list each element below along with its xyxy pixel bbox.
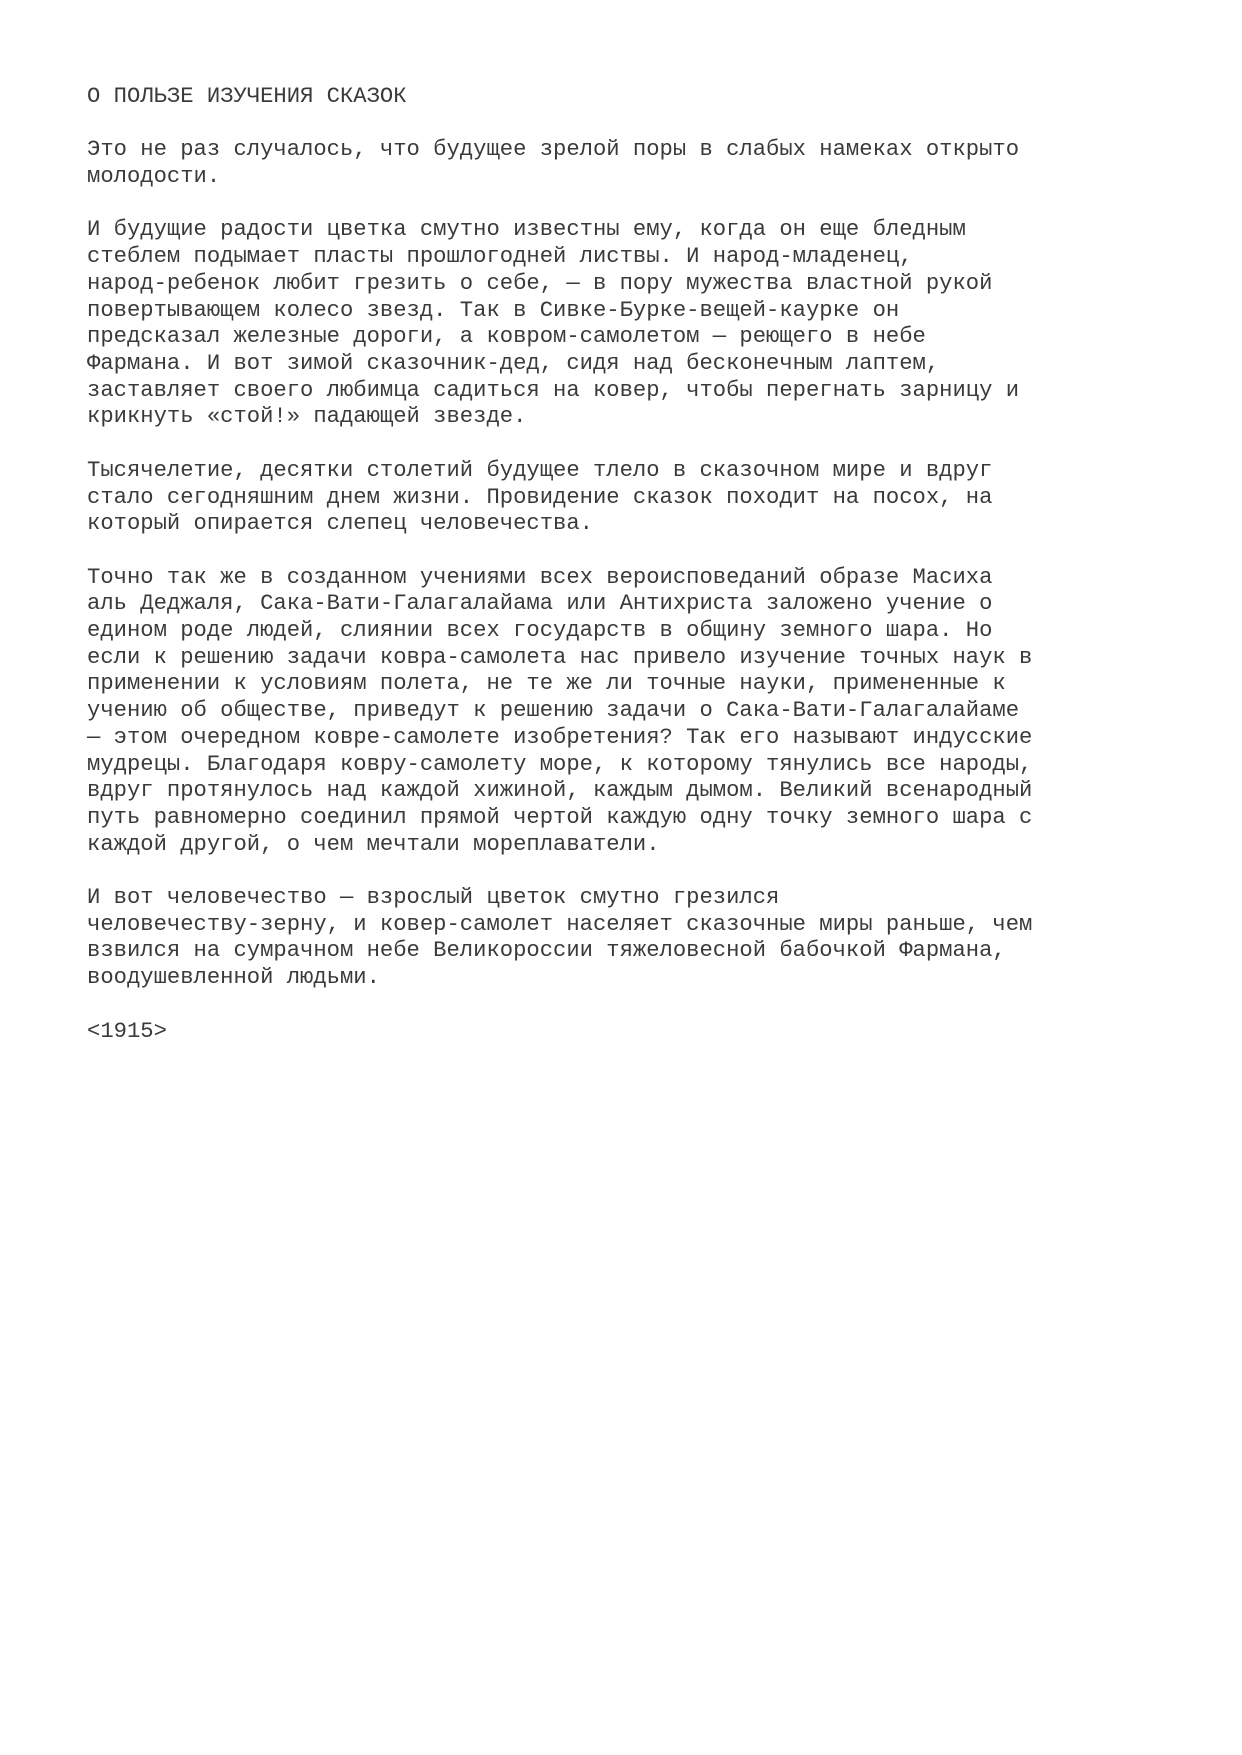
text-line: стеблем подымает пласты прошлогодней листвы. И народ-младенец, bbox=[87, 244, 913, 270]
text-line: взвился на сумрачном небе Великороссии тяжеловесной бабочкой Фармана, bbox=[87, 938, 1006, 964]
text-line: молодости. bbox=[87, 164, 221, 190]
document-title: О ПОЛЬЗЕ ИЗУЧЕНИЯ СКАЗОК bbox=[87, 84, 407, 109]
text-line: крикнуть «стой!» падающей звезде. bbox=[87, 404, 527, 430]
paragraph-2 bbox=[87, 217, 1187, 431]
text-line: — этом очередном ковре-самолете изобретения? Так его называют индусские bbox=[87, 724, 1033, 750]
text-line: Фармана. И вот зимой сказочник-дед, сидя над бесконечным лаптем, bbox=[87, 351, 940, 376]
paragraph-1 bbox=[87, 137, 1187, 190]
text-line: вдруг протянулось над каждой хижиной, каждым дымом. Великий всенародный bbox=[87, 778, 1033, 804]
text-line: воодушевленной людьми. bbox=[87, 965, 380, 991]
text-line: применении к условиям полета, не те же ли точные науки, примененные к bbox=[87, 671, 1006, 697]
text-line: Тысячелетие, десятки столетий будущее тлело в сказочном мире и вдруг bbox=[87, 457, 993, 483]
document-page bbox=[87, 84, 1187, 1072]
text-line: повертывающем колесо звезд. Так в Сивке-Бурке-вещей-каурке он bbox=[87, 297, 900, 323]
text-line: если к решению задачи ковра-самолета нас привело изучение точных наук в bbox=[87, 644, 1033, 670]
paragraph-5 bbox=[87, 885, 1187, 992]
text-line: заставляет своего любимца садиться на ковер, чтобы перегнать зарницу и bbox=[87, 377, 1020, 403]
text-line: путь равномерно соединил прямой чертой каждую одну точку земного шара с bbox=[87, 804, 1033, 830]
text-line: каждой другой, о чем мечтали мореплаватели. bbox=[87, 831, 660, 857]
text-line: человечеству-зерну, и ковер-самолет населяет сказочные миры раньше, чем bbox=[87, 911, 1033, 937]
text-line: стало сегодняшним днем жизни. Провидение сказок походит на посох, на bbox=[87, 484, 993, 510]
text-line: Это не раз случалось, что будущее зрелой поры в слабых намеках открыто bbox=[87, 137, 1020, 163]
paragraph-4 bbox=[87, 565, 1187, 859]
text-line: народ-ребенок любит грезить о себе, — в пору мужества властной рукой bbox=[87, 270, 993, 296]
paragraph-3 bbox=[87, 458, 1187, 538]
text-line: мудрецы. Благодаря ковру-самолету море, к которому тянулись все народы, bbox=[87, 751, 1033, 777]
text-line: аль Деджаля, Сака-Вати-Галагалайама или Антихриста заложено учение о bbox=[87, 591, 993, 617]
text-line: И будущие радости цветка смутно известны ему, когда он еще бледным bbox=[87, 217, 966, 243]
text-line: Точно так же в созданном учениями всех вероисповеданий образе Масиха bbox=[87, 564, 993, 590]
text-line: И вот человечество — взрослый цветок смутно грезился bbox=[87, 885, 780, 911]
text-line: едином роде людей, слиянии всех государств в общину земного шара. Но bbox=[87, 618, 993, 643]
text-line: предсказал железные дороги, а ковром-самолетом — реющего в небе bbox=[87, 324, 926, 350]
text-line: учению об обществе, приведут к решению задачи о Сака-Вати-Галагалайаме bbox=[87, 698, 1020, 724]
text-line: который опирается слепец человечества. bbox=[87, 511, 593, 537]
document-date: <1915> bbox=[87, 1018, 167, 1044]
